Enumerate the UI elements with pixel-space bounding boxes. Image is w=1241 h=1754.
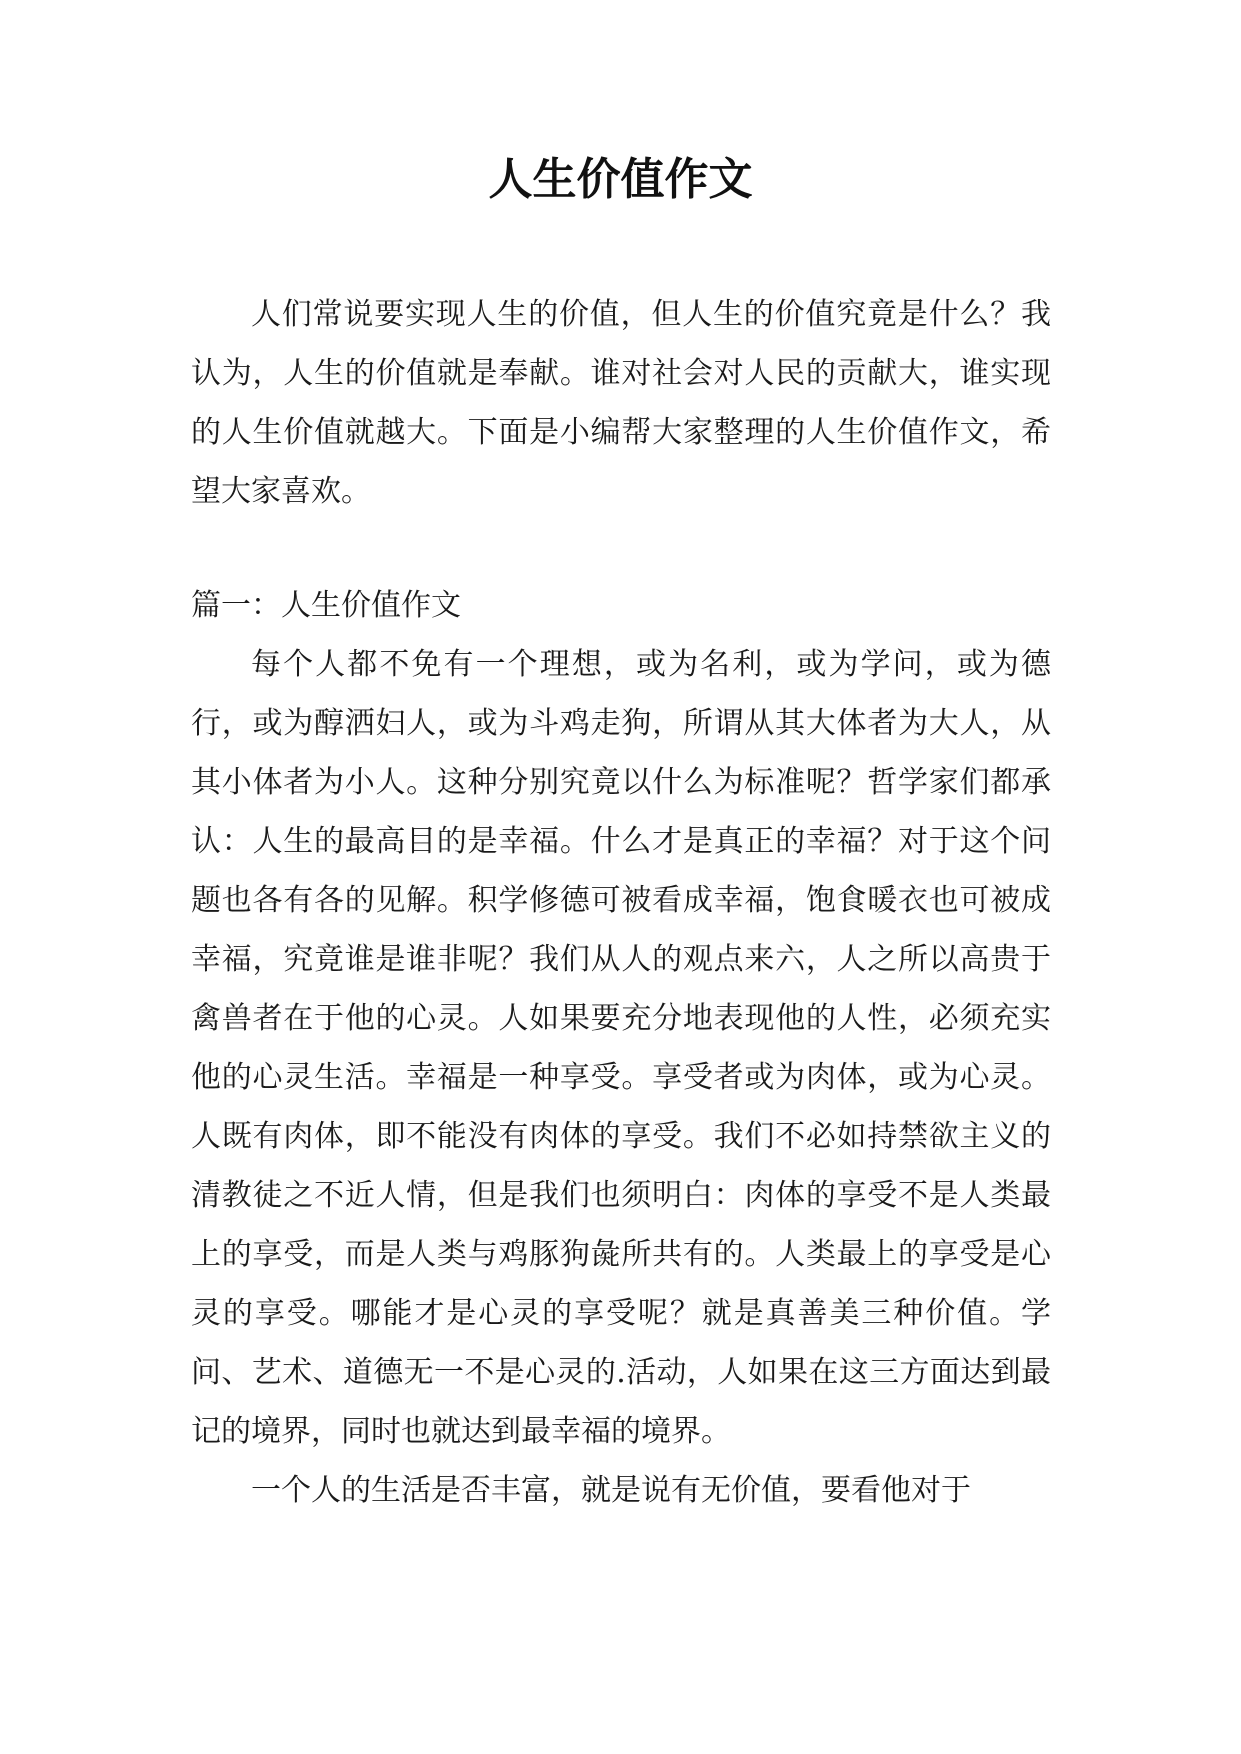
- document-body: [191, 285, 1051, 1520]
- body-paragraph-1: 每个人都不免有一个理想，或为名利，或为学问，或为德行，或为醇洒妇人，或为斗鸡走狗，所谓从其大体者为大人，从其小体者为小人。这种分别究竟以什么为标准呢？哲学家们都承认：人生的最高目的是幸福。什么才是真正的幸福？对于这个问题也各有各的见解。积学修德可被看成幸福，饱食暖衣也可被成幸福，究竟谁是谁非呢？我们从人的观点来六，人之所以高贵于禽兽者在于他的心灵。人如果要充分地表现他的人性，必须充实他的心灵生活。幸福是一种享受。享受者或为肉体，或为心灵。人既有肉体，即不能没有肉体的享受。我们不必如持禁欲主义的清教徒之不近人情，但是我们也须明白：肉体的享受不是人类最上的享受，而是人类与鸡豚狗彘所共有的。人类最上的享受是心灵的享受。哪能才是心灵的享受呢？就是真善美三种价值。学问、艺术、道德无一不是心灵的.活动，人如果在这三方面达到最记的境界，同时也就达到最幸福的境界。: [191, 647, 1051, 1449]
- intro-paragraph: 人们常说要实现人生的价值，但人生的价值究竟是什么？我认为，人生的价值就是奉献。谁对社会对人民的贡献大，谁实现的人生价值就越大。下面是小编帮大家整理的人生价值作文，希望大家喜欢。: [191, 297, 1051, 509]
- document-title: 人生价值作文: [488, 154, 753, 205]
- section-heading: 篇一：人生价值作文: [191, 588, 461, 623]
- body-paragraph-2: 一个人的生活是否丰富，就是说有无价值，要看他对于: [251, 1473, 971, 1508]
